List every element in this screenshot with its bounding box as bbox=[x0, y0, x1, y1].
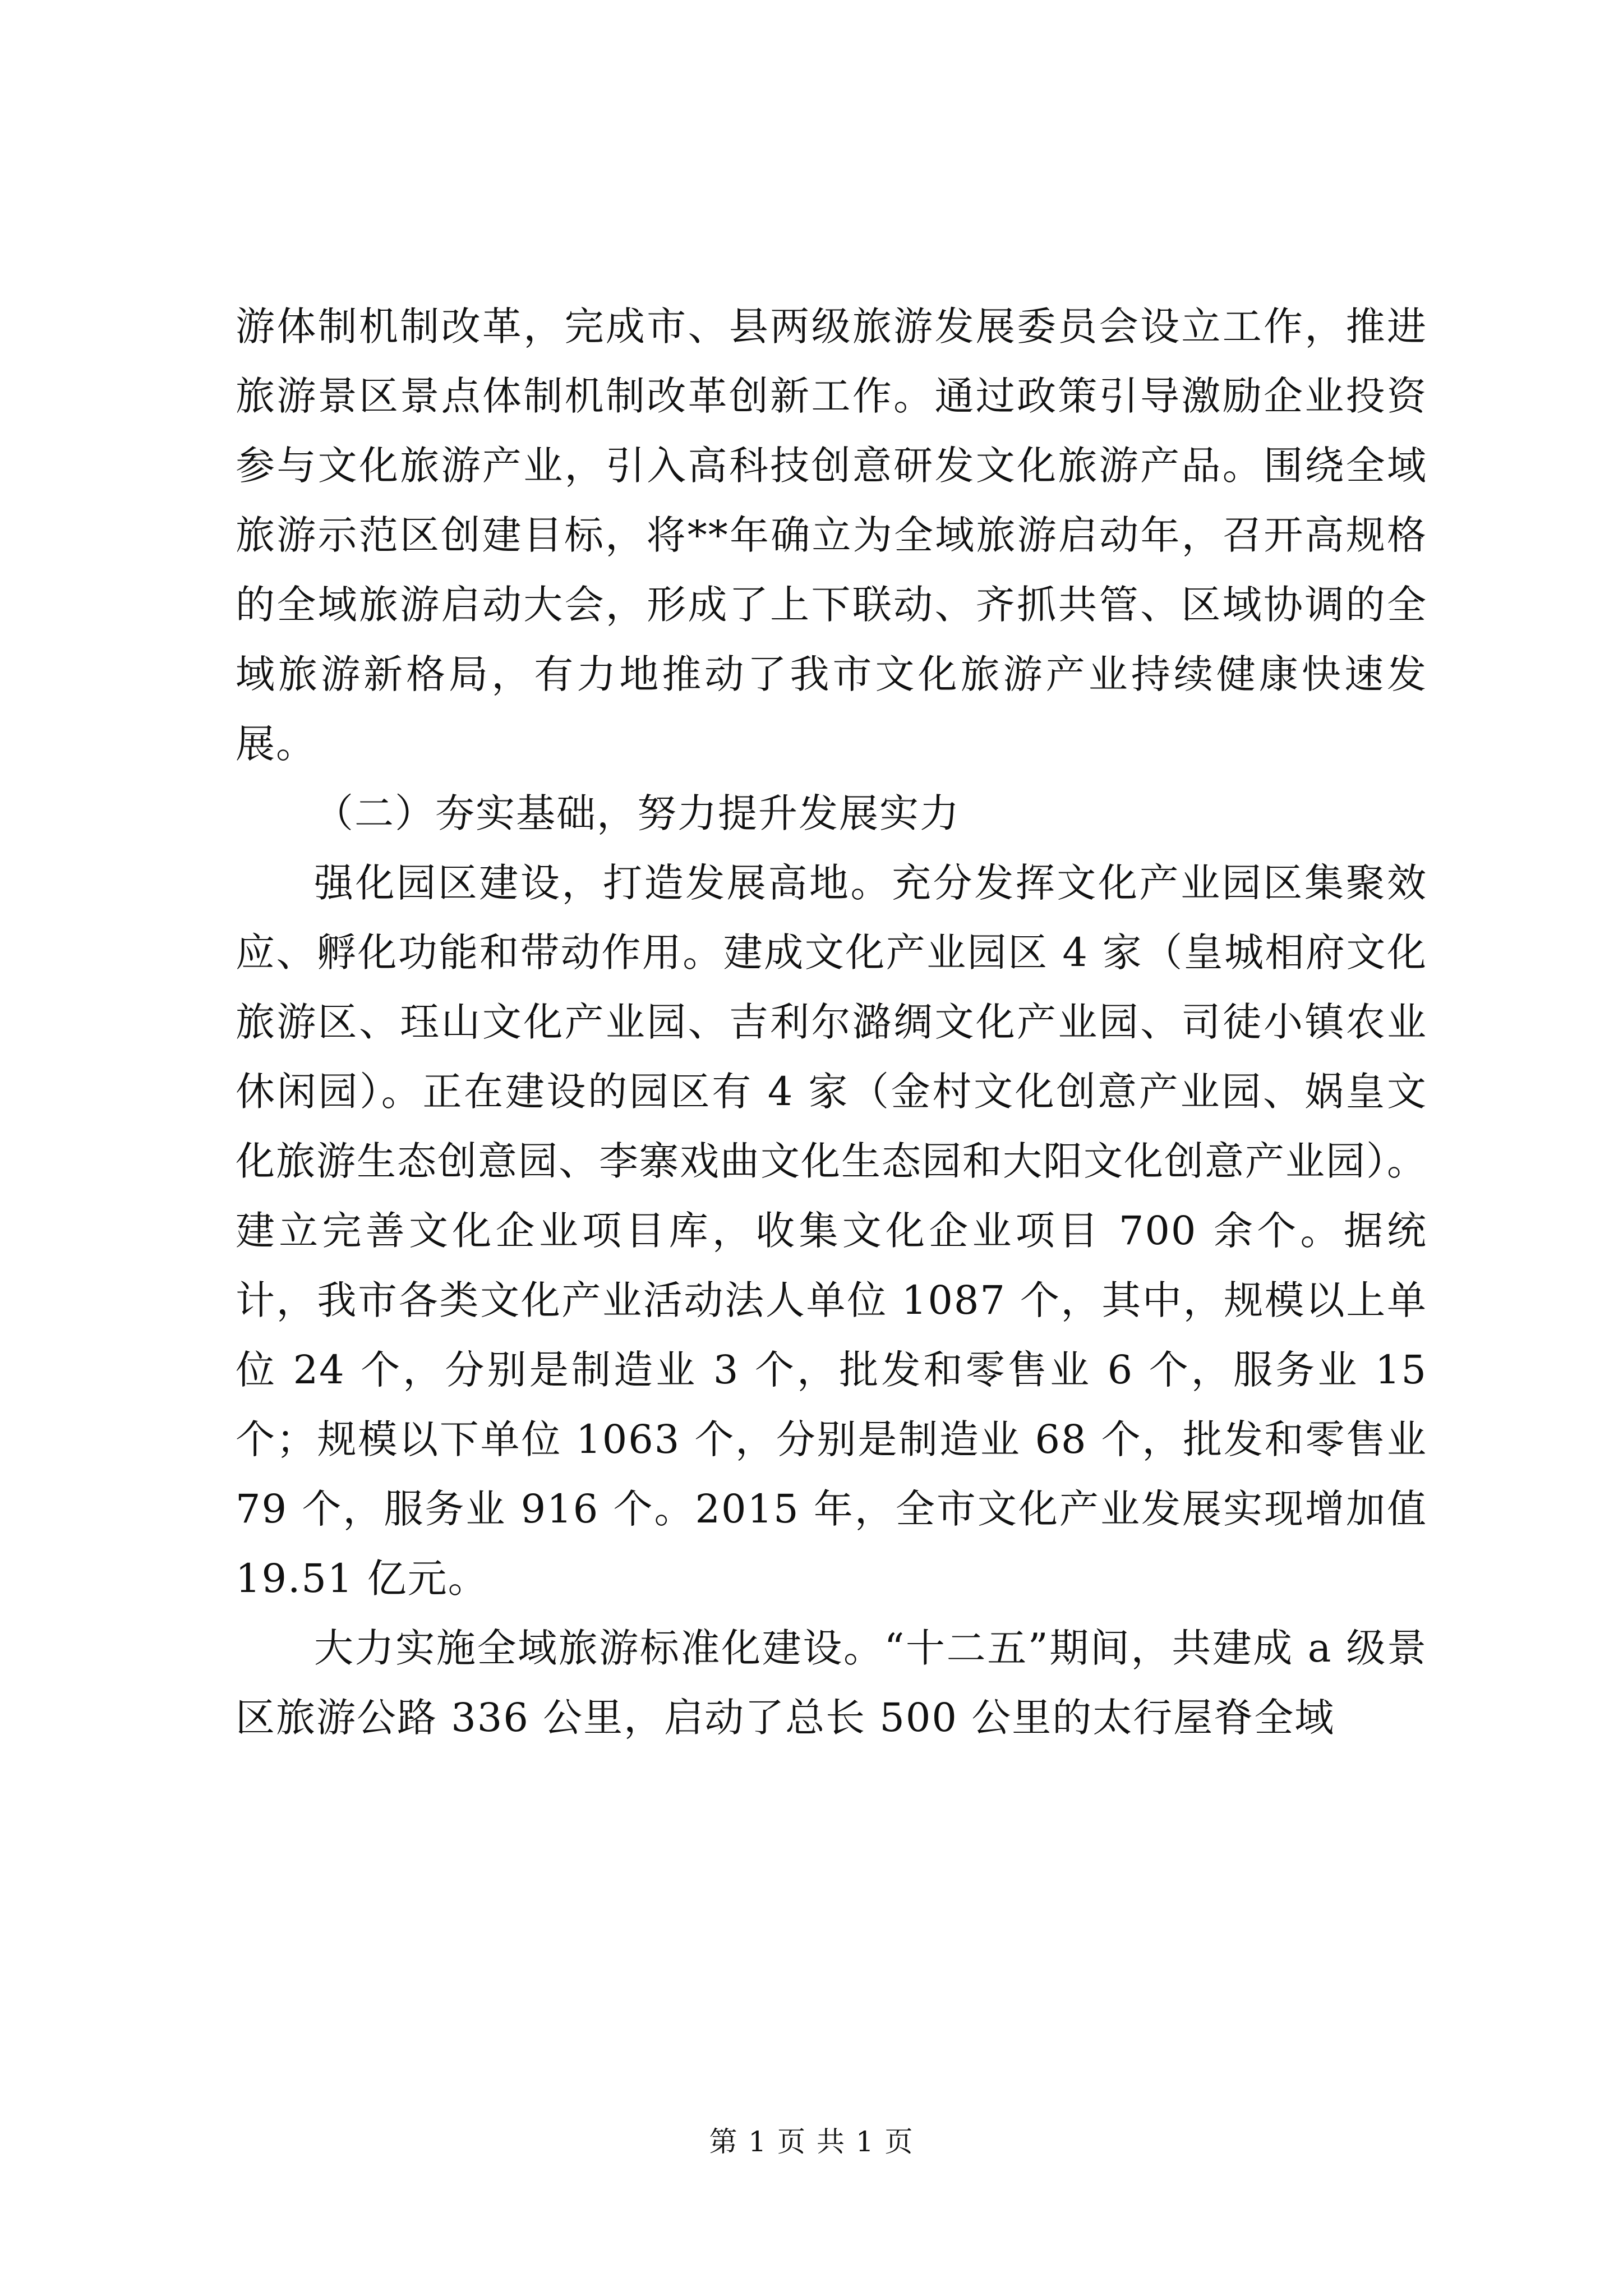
paragraph-continuation: 游体制机制改革，完成市、县两级旅游发展委员会设立工作，推进旅游景区景点体制机制改革创新工作。通过政策引导激励企业投资参与文化旅游产业，引入高科技创意研发文化旅游产品。围绕全域旅游示范区创建目标，将**年确立为全域旅游启动年，召开高规格的全域旅游启动大会，形成了上下联动、齐抓共管、区域协调的全域旅游新格局，有力地推动了我市文化旅游产业持续健康快速发展。 bbox=[236, 303, 1427, 767]
page-footer: 第 1 页 共 1 页 bbox=[709, 2125, 914, 2158]
paragraph-tourism-standardization: 大力实施全域旅游标准化建设。“十二五”期间，共建成 a 级景区旅游公路 336 公里，启动了总长 500 公里的太行屋脊全域 bbox=[236, 1625, 1427, 1741]
paragraph-park-construction: 强化园区建设，打造发展高地。充分发挥文化产业园区集聚效应、孵化功能和带动作用。建成文化产业园区 4 家（皇城相府文化旅游区、珏山文化产业园、吉利尔潞绸文化产业园、司徒小镇农业休闲园）。正在建设的园区有 4 家（金村文化创意产业园、娲皇文化旅游生态创意园、李寨戏曲文化生态园和大阳文化创意产业园）。建立完善文化企业项目库，收集文化企业项目 700 余个。据统计，我市各类文化产业活动法人单位 1087 个，其中，规模以上单位 24 个，分别是制造业 3 个，批发和零售业 6 个，服务业 15 个；规模以下单位 1063 个，分别是制造业 68 个，批发和零售业 79 个，服务业 916 个。2015 年，全市文化产业发展实现增加值 19.51 亿元。 bbox=[236, 860, 1427, 1602]
document-body bbox=[236, 292, 1427, 1752]
section-heading: （二）夯实基础，努力提升发展实力 bbox=[314, 790, 960, 836]
